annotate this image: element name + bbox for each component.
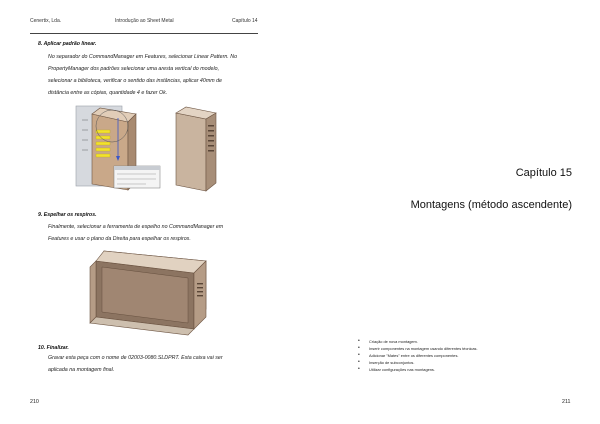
list-item: • Criação de nova montagem.: [358, 338, 418, 344]
bullet-icon: •: [358, 359, 360, 366]
page-number-left: 210: [30, 399, 39, 405]
step-9-title: 9. Espelhar os respiros.: [38, 212, 97, 218]
list-item: • Utilizar configurações nas montagens.: [358, 366, 435, 373]
step-8-line: PropertyManager dos padrões selecionar uma aresta vertical do modelo,: [48, 66, 220, 72]
bullet-icon: •: [358, 345, 360, 352]
open-box-figure: [86, 245, 214, 337]
objectives-list: [358, 338, 478, 373]
step-8-text: [48, 51, 260, 99]
right-page: [300, 0, 600, 424]
step-8-line: selecionar a biblioteca, verificar o sentido das instâncias, aplicar 40mm de: [48, 78, 223, 84]
header-rule: [30, 33, 258, 34]
page-number-right: 211: [562, 399, 571, 405]
list-item: • Inserir componentes na montagem usando diferentes técnicas.: [358, 345, 478, 352]
step-9-line: Features e usar o plano da Direita para espelhar os respiros.: [48, 236, 191, 242]
step-8-title: 8. Aplicar padrão linear.: [38, 41, 97, 47]
step-10-text: [48, 352, 260, 376]
chapter-title: Montagens (método ascendente): [410, 199, 572, 211]
header-right: Capítulo 14: [232, 18, 258, 24]
step-9-text: [48, 221, 260, 245]
step-9-line: Finalmente, selecionar a ferramenta de espelho no CommandManager em: [48, 224, 224, 230]
list-item: • Adicionar "Mates" entre os diferentes componentes.: [358, 352, 459, 359]
bullet-icon: •: [358, 352, 360, 359]
linear-pattern-figure: [72, 100, 162, 195]
vented-box-figure: [172, 103, 224, 193]
bullet-icon: •: [358, 338, 360, 344]
chapter-number: Capítulo 15: [515, 167, 572, 179]
list-item: • Inserção de subconjuntos.: [358, 359, 415, 366]
step-10-title: 10. Finalizar.: [38, 345, 69, 351]
header-center: Introdução ao Sheet Metal: [115, 18, 174, 24]
bullet-icon: •: [358, 366, 360, 373]
step-8-line: distância entre as cópias, quantidade 4 e fazer Ok.: [48, 90, 168, 96]
step-8-line: No separador do CommandManager em Features, selecionar Linear Pattern. No: [48, 54, 238, 60]
step-10-line: Gravar esta peça com o nome de 02003-0080.SLDPRT. Esta caixa vai ser: [48, 355, 223, 361]
step-10-line: aplicada na montagem final.: [48, 367, 115, 373]
header-left: Cenertix, Lda.: [30, 18, 62, 24]
